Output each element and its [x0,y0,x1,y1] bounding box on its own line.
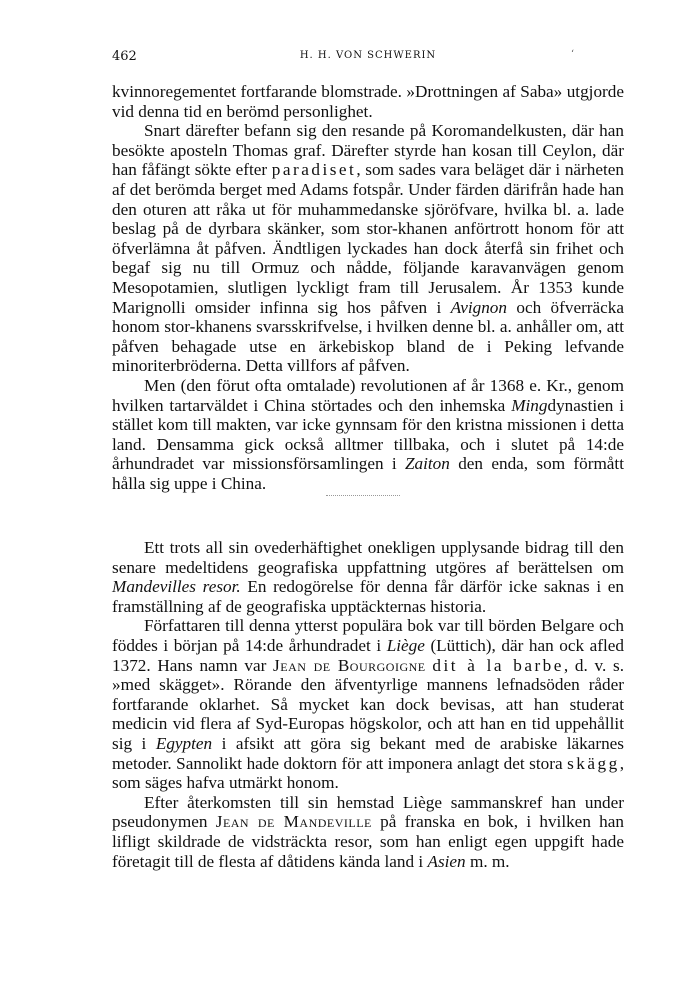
paragraph: Snart därefter befann sig den resande på Koromandelkusten, där han besökte aposteln Thomas graf. Därefter styrde han kosan till Ceylon, där han fåfängt sökte efter paradiset, som sades vara beläget där i närheten af det berömda berget med Adams fotspår. Under färden därifrån hade han den oturen att råka ut för muhammedanske sjöröfvare, hvilka bl. a. lade beslag på de dyrbara skänker, som stor-khanen anförtrott honom för att öfverlämna åt påfven. Ändtligen lyckades han dock återfå sin frihet och begaf sig nu till Ormuz och nådde, följande karavanvägen genom Mesopotamien, slutligen lyckligt fram till Jerusalem. År 1353 kunde Marignolli omsider infinna sig hos påfven i Avignon och öfverräcka honom stor-khanens svarsskrifvelse, i hvilken denne bl. a. anhåller om, att påfven behagade utse en ärkebiskop bland de i Peking lefvande minoriterbröderna. Detta villfors af påfven. [112,121,625,376]
section-divider [326,495,400,496]
page-number: 462 [112,49,137,64]
paragraph: Ett trots all sin ovederhäftighet onekligen upplysande bidrag till den senare medeltidens geografiska uppfattning utgöres af berättelsen om Mandevilles resor. En redogörelse för denna får därför icke saknas i en framställning af de geografiska upptäckternas historia. [112,538,625,616]
section-marignolli [112,82,624,493]
corner-mark: ‘ [570,49,574,60]
running-head: H. H. VON SCHWERIN [299,50,437,61]
paragraph: Men (den förut ofta omtalade) revolutionen af år 1368 e. Kr., genom hvilken tartarväldet i China störtades och den inhemska Mingdynastien i stället kom till makten, var icke gynnsam för den kristna missionen i detta land. Densamma gick också alltmer tillbaka, och i slutet på 14:de århundradet var missionsförsamlingen i Zaiton den enda, som förmått hålla sig uppe i China. [112,375,624,493]
paragraph: Efter återkomsten till sin hemstad Liège sammanskref han under pseudonymen Jean de Mandeville på franska en bok, i hvilken han lifligt skildrade de vidsträckta resor, som han enligt egen uppgift hade företagit till de flesta af dåtidens kända land i Asien m. m. [112,792,624,871]
paragraph: Författaren till denna ytterst populära bok var till börden Belgare och föddes i början på 14:de århundradet i Liège (Lüttich), där han ock afled 1372. Hans namn var Jean de Bourgoigne dit à la barbe, d. v. s. »med skägget». Rörande den äfventyrlige mannens lefnadsöden råder fortfarande oklarhet. Så mycket kan dock bevisas, att han studerat medicin vid flera af Syd-Europas högskolor, och att han en tid uppehållit sig i Egypten i afsikt att göra sig bekant med de arabiske läkarnes metoder. Sannolikt hade doktorn för att imponera anlagt det stora skägg, som säges hafva utmärkt honom. [112,616,625,793]
section-mandeville [112,538,624,871]
paragraph: kvinnoregementet fortfarande blomstrade. »Drottningen af Saba» utgjorde vid denna tid en berömd personlighet. [112,82,624,121]
page-header [112,49,624,69]
